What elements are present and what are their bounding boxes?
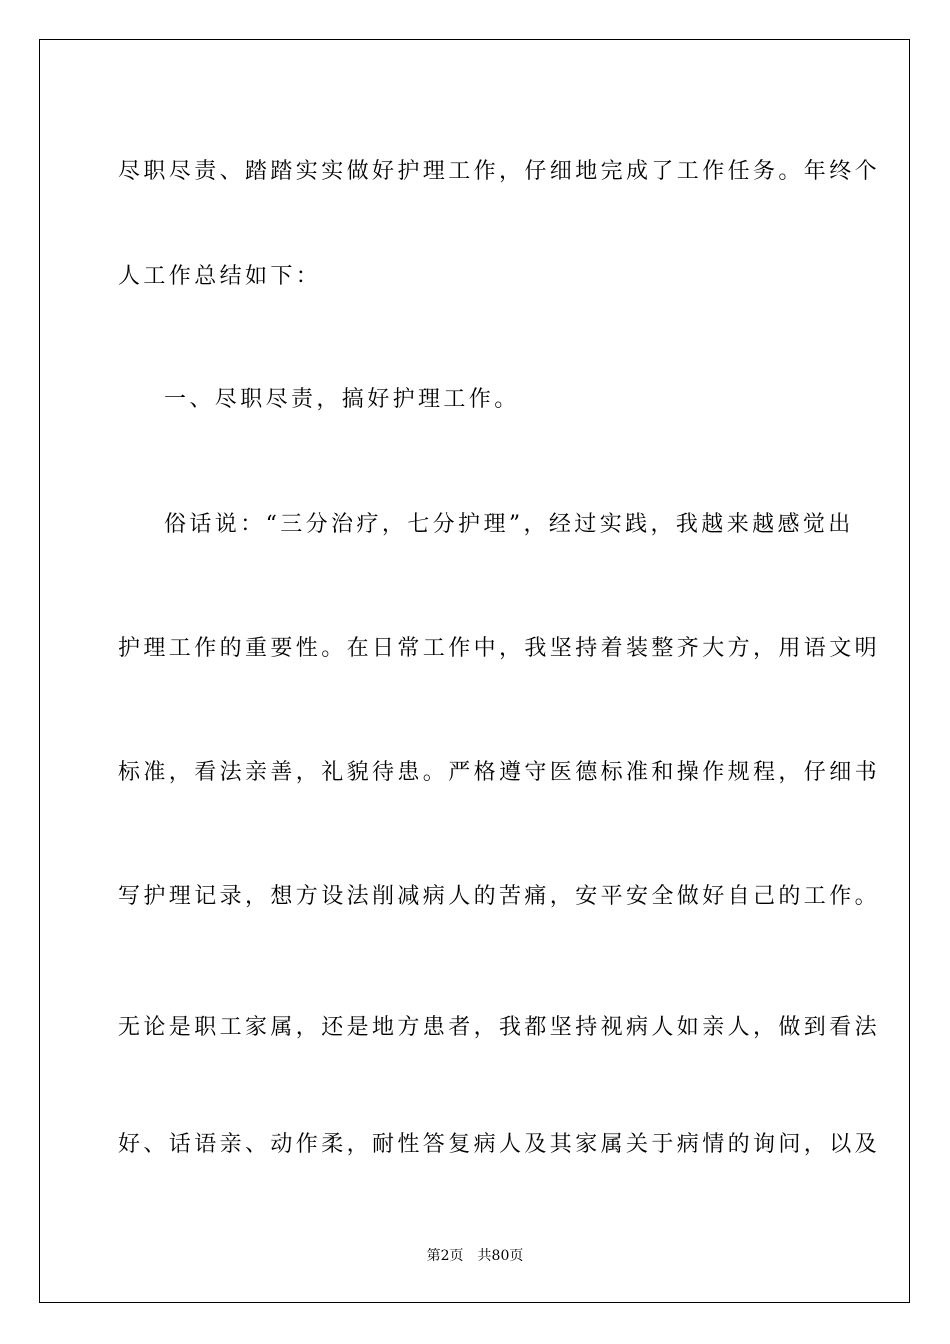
paragraph-line-7: 无论是职工家属，还是地方患者，我都坚持视病人如亲人，做到看法 — [118, 1015, 881, 1040]
paragraph-line-6: 写护理记录，想方设法削减病人的苦痛，安平安全做好自己的工作。 — [118, 884, 881, 909]
paragraph-line-4: 护理工作的重要性。在日常工作中，我坚持着装整齐大方，用语文明 — [118, 636, 881, 661]
total-pages: 共80页 — [477, 1248, 524, 1264]
page-footer — [0, 1247, 950, 1265]
page-border — [39, 39, 910, 1303]
paragraph-line-3: 俗话说：“三分治疗，七分护理”，经过实践，我越来越感觉出 — [164, 512, 854, 537]
page-number: 第2页 — [426, 1248, 464, 1264]
paragraph-line-5: 标准，看法亲善，礼貌待患。严格遵守医德标准和操作规程，仔细书 — [118, 760, 881, 785]
paragraph-line-8: 好、话语亲、动作柔，耐性答复病人及其家属关于病情的询问，以及 — [118, 1132, 881, 1157]
section-heading: 一、尽职尽责，搞好护理工作。 — [164, 387, 520, 412]
paragraph-line-2: 人工作总结如下： — [118, 264, 322, 289]
paragraph-line-1: 尽职尽责、踏踏实实做好护理工作，仔细地完成了工作任务。年终个 — [118, 159, 881, 184]
